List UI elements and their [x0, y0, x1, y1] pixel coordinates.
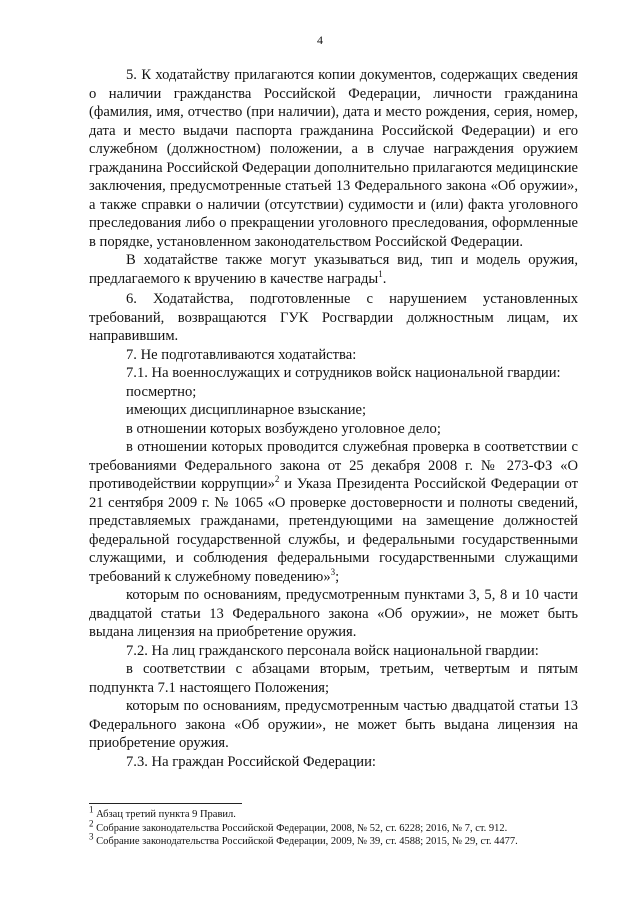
page-number: 4 — [317, 33, 323, 47]
list-item: посмертно; — [126, 383, 197, 400]
footnote-1: $^1$ Абзац третий пункта 9 Правил. — [89, 804, 236, 820]
paragraph-6: 6. Ходатайства, подготовленные с нарушением установленных требований, возвращаются ГУК Росгвардии должностным лицам, их направившим. — [89, 291, 578, 344]
list-item: имеющих дисциплинарное взыскание; — [126, 402, 367, 418]
footnote-ref: 1 — [378, 268, 383, 279]
paragraph-7: 7. Не подготавливаются ходатайства: — [126, 346, 357, 363]
footnote-2: $^2$ Собрание законодательства Российской Федерации, 2008, № 52, ст. 6228; 2016, № 7, ст. 912. — [89, 818, 508, 834]
list-item: которым по основаниям, предусмотренным пунктами 3, 5, 8 и 10 части двадцатой статьи 13 Федерального закона «Об оружии», не может быть выдана лицензия на приобретение оружия. — [89, 587, 578, 640]
paragraph-5: 5. К ходатайству прилагаются копии документов, содержащих сведения о наличии гражданства Российской Федерации, личности гражданина (фамилия, имя, отчество (при наличии), дата и место рождения, серия, номер, дата и место выдачи паспорта гражданина Российской Федерации) и его служебном (должностном) положении, а в случае награждения оружием гражданина Российской Федерации дополнительно прилагаются медицинские заключения, предусмотренные статьей 13 Федерального закона «Об оружии», а также справки о наличии (отсутствии) судимости и (или) факта уголовного преследования либо о прекращении уголовного преследования, оформленные в порядке, установленном законодательством Российской Федерации. — [89, 67, 578, 250]
list-item: в отношении которых возбуждено уголовное дело; — [126, 420, 441, 437]
paragraph-7-2: 7.2. На лиц гражданского персонала войск национальной гвардии: — [126, 642, 539, 659]
list-item: которым по основаниям, предусмотренным частью двадцатой статьи 13 Федерального закона «Об оружии», не может быть выдана лицензия на приобретение оружия. — [89, 698, 578, 751]
footnotes — [89, 804, 578, 849]
footnote-ref: 2 — [274, 474, 280, 485]
body-text — [89, 66, 578, 771]
paragraph-7-1: 7.1. На военнослужащих и сотрудников войск национальной гвардии: — [126, 365, 561, 381]
footnote-3: $^3$ Собрание законодательства Российской Федерации, 2009, № 39, ст. 4588; 2015, № 29, ст. 4477. — [89, 831, 518, 847]
paragraph-5-weapon-type: В ходатайстве также могут указываться вид, тип и модель оружия, предлагаемого к вручению в качестве награды$^1$. — [89, 252, 578, 287]
footnote-divider — [89, 803, 242, 804]
paragraph-7-3: 7.3. На граждан Российской Федерации: — [126, 753, 376, 770]
list-item: в отношении которых проводится служебная проверка в соответствии с требованиями Федерального закона от 25 декабря 2008 г. № 273-ФЗ «О противодействии коррупции»$^2$ и Указа Президента Российской Федерации от 21 сентября 2009 г. № 1065 «О проверке достоверности и полноты сведений, представляемых гражданами, претендующими на замещение должностей федеральной государственной службы, и федеральными государственными служащими, и соблюдения федеральными государственными служащими требований к служебному поведению»$^3$; — [89, 439, 578, 585]
list-item: в соответствии с абзацами вторым, третьим, четвертым и пятым подпункта 7.1 настоящего Положения; — [89, 661, 578, 696]
footnote-ref: 3 — [330, 566, 336, 577]
